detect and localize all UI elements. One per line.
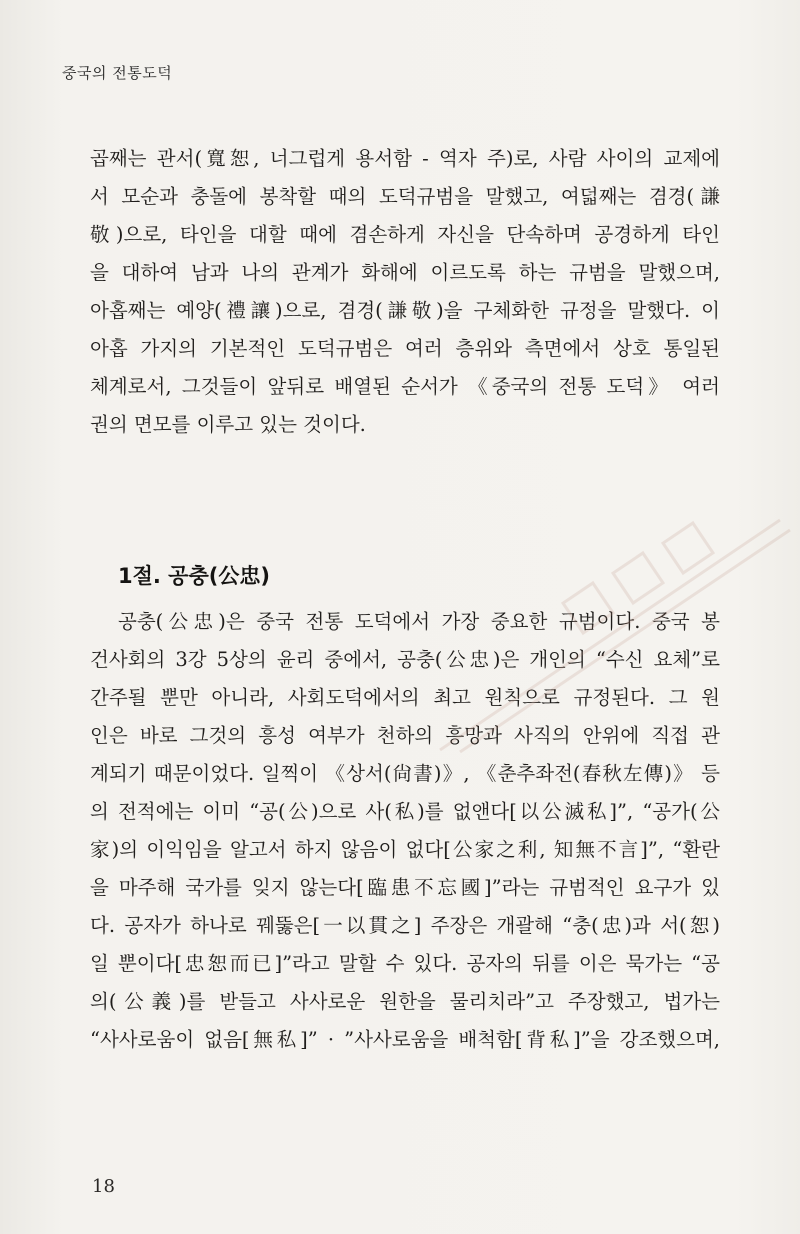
text-line: 간주될 뿐만 아니라, 사회도덕에서의 최고 원칙으로 규정된다. 그 원 (90, 686, 720, 709)
section-heading: 1절. 공충(公忠) (118, 564, 270, 588)
text-line: “사사로움이 없음[無私]” · ”사사로움을 배척함[背私]”을 강조했으며, (90, 1028, 720, 1051)
text-line: 공충(公忠)은 중국 전통 도덕에서 가장 중요한 규범이다. 중국 봉 (118, 610, 720, 633)
body-paragraph-2 (90, 603, 720, 1059)
text-line: 家)의 이익임을 알고서 하지 않음이 없다[公家之利, 知無不言]”, “환란 (90, 838, 720, 861)
text-line: 의(公義)를 받들고 사사로운 원한을 물리치라”고 주장했고, 법가는 (90, 990, 720, 1013)
text-line: 의 전적에는 이미 “공(公)으로 사(私)를 없앤다[以公滅私]”, “공가(公 (90, 800, 720, 823)
text-line: 아홉째는 예양(禮讓)으로, 겸경(謙敬)을 구체화한 규정을 말했다. 이 (90, 299, 720, 322)
text-line: 서 모순과 충돌에 봉착할 때의 도덕규범을 말했고, 여덟째는 겸경(謙 (90, 185, 720, 208)
text-line: 인은 바로 그것의 흥성 여부가 천하의 흥망과 사직의 안위에 직접 관 (90, 724, 720, 747)
text-line: 아홉 가지의 기본적인 도덕규범은 여러 층위와 측면에서 상호 통일된 (90, 337, 720, 360)
page-number: 18 (92, 1176, 115, 1197)
text-line: 을 마주해 국가를 잊지 않는다[臨患不忘國]”라는 규범적인 요구가 있 (90, 876, 720, 899)
text-line: 을 대하여 남과 나의 관계가 화해에 이르도록 하는 규범을 말했으며, (90, 261, 720, 284)
body-paragraph-1 (90, 140, 720, 444)
text-line: 건사회의 3강 5상의 윤리 중에서, 공충(公忠)은 개인의 “수신 요체”로 (90, 648, 720, 671)
text-line: 다. 공자가 하나로 꿰뚫은[一以貫之] 주장은 개괄해 “충(忠)과 서(恕) (90, 914, 720, 937)
text-line: 일 뿐이다[忠恕而已]”라고 말할 수 있다. 공자의 뒤를 이은 묵가는 “공 (90, 952, 720, 975)
text-line: 권의 면모를 이루고 있는 것이다. (90, 413, 366, 436)
text-line: 곱째는 관서(寬恕, 너그럽게 용서함 - 역자 주)로, 사람 사이의 교제에 (90, 147, 720, 170)
running-header: 중국의 전통도덕 (62, 64, 173, 82)
text-line: 敬)으로, 타인을 대할 때에 겸손하게 자신을 단속하며 공경하게 타인 (90, 223, 720, 246)
text-line: 체계로서, 그것들이 앞뒤로 배열된 순서가 《중국의 전통 도덕》 여러 (90, 375, 720, 398)
text-line: 계되기 때문이었다. 일찍이 《상서(尙書)》, 《춘추좌전(春秋左傳)》 등 (90, 762, 720, 785)
